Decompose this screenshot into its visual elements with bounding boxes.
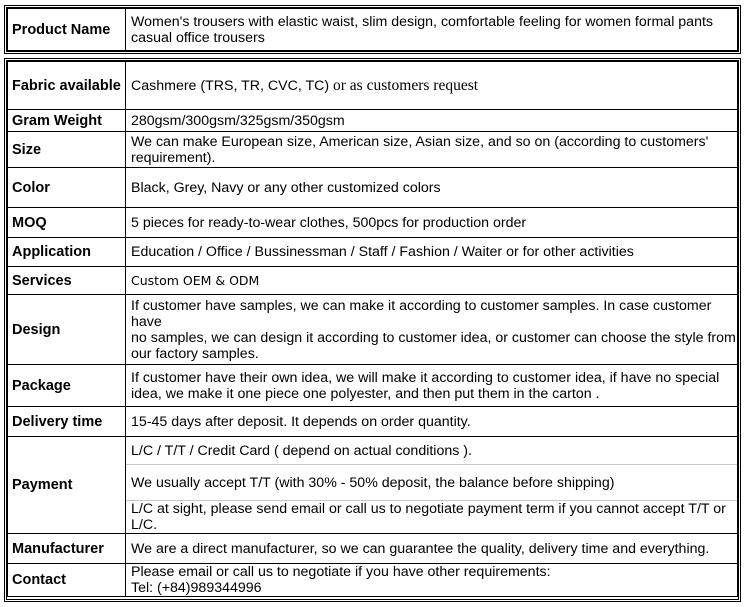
fabric-value: [126, 62, 738, 110]
table-row: [8, 208, 738, 238]
application-value: Education / Office / Bussinessman / Staff / Fashion / Waiter or for other activities: [126, 238, 738, 267]
design-line-2: no samples, we can design it according to customer idea, or customer can choose the style from our factory samples.: [131, 329, 736, 362]
fabric-label: Fabric available: [8, 62, 126, 110]
table-row: [8, 132, 738, 168]
contact-line-1: Please email or call us to negotiate if you have other requirements:: [131, 564, 551, 580]
services-label: Services: [8, 267, 126, 295]
design-value: [126, 295, 738, 365]
table-row: [8, 9, 738, 51]
color-value: Black, Grey, Navy or any other customized colors: [126, 168, 738, 208]
moq-label: MOQ: [8, 208, 126, 238]
table-row: [8, 238, 738, 267]
spec-table: [7, 61, 738, 597]
manufacturer-label: Manufacturer: [8, 534, 126, 564]
size-value: We can make European size, American size, Asian size, and so on (according to customers' requirement).: [126, 132, 738, 168]
contact-value: [126, 564, 738, 597]
product-name-label: Product Name: [8, 9, 126, 51]
payment-line-2: We usually accept T/T (with 30% - 50% deposit, the balance before shipping): [126, 465, 738, 501]
table-row: [8, 564, 738, 597]
moq-value: 5 pieces for ready-to-wear clothes, 500pcs for production order: [126, 208, 738, 238]
contact-label: Contact: [8, 564, 126, 597]
color-label: Color: [8, 168, 126, 208]
design-label: Design: [8, 295, 126, 365]
table-row: [8, 62, 738, 110]
table-row: [8, 534, 738, 564]
payment-line-3: L/C at sight, please send email or call us to negotiate payment term if you cannot accept T/T or L/C.: [126, 501, 738, 534]
product-name-table: [7, 8, 738, 51]
contact-phone: Tel: (+84)989344996: [131, 580, 262, 596]
gram-weight-label: Gram Weight: [8, 110, 126, 132]
payment-line-1: L/C / T/T / Credit Card ( depend on actual conditions ).: [126, 437, 738, 465]
size-label: Size: [8, 132, 126, 168]
table-row: [8, 267, 738, 295]
spec-frame: [4, 58, 741, 602]
product-name-frame: [4, 5, 741, 54]
payment-label: Payment: [8, 437, 126, 534]
delivery-value: 15-45 days after deposit. It depends on order quantity.: [126, 407, 738, 437]
package-label: Package: [8, 365, 126, 407]
table-row: [8, 295, 738, 365]
table-row: [8, 110, 738, 132]
table-row: [8, 365, 738, 407]
product-name-value: Women's trousers with elastic waist, slim design, comfortable feeling for women formal pants casual office trousers: [126, 9, 738, 51]
services-value: Custom OEM & ODM: [126, 267, 738, 295]
table-row: [8, 437, 738, 465]
table-row: [8, 168, 738, 208]
fabric-value-serif: or as customers request: [329, 76, 479, 94]
manufacturer-value: We are a direct manufacturer, so we can guarantee the quality, delivery time and everything.: [126, 534, 738, 564]
delivery-label: Delivery time: [8, 407, 126, 437]
package-value: If customer have their own idea, we will make it according to customer idea, if have no special idea, we make it one piece one polyester, and then put them in the carton .: [126, 365, 738, 407]
gram-weight-value: 280gsm/300gsm/325gsm/350gsm: [126, 110, 738, 132]
table-row: [8, 407, 738, 437]
fabric-value-sans: Cashmere (TRS, TR, CVC, TC): [131, 77, 330, 94]
design-line-1: If customer have samples, we can make it according to customer samples. In case customer have: [131, 297, 712, 330]
application-label: Application: [8, 238, 126, 267]
